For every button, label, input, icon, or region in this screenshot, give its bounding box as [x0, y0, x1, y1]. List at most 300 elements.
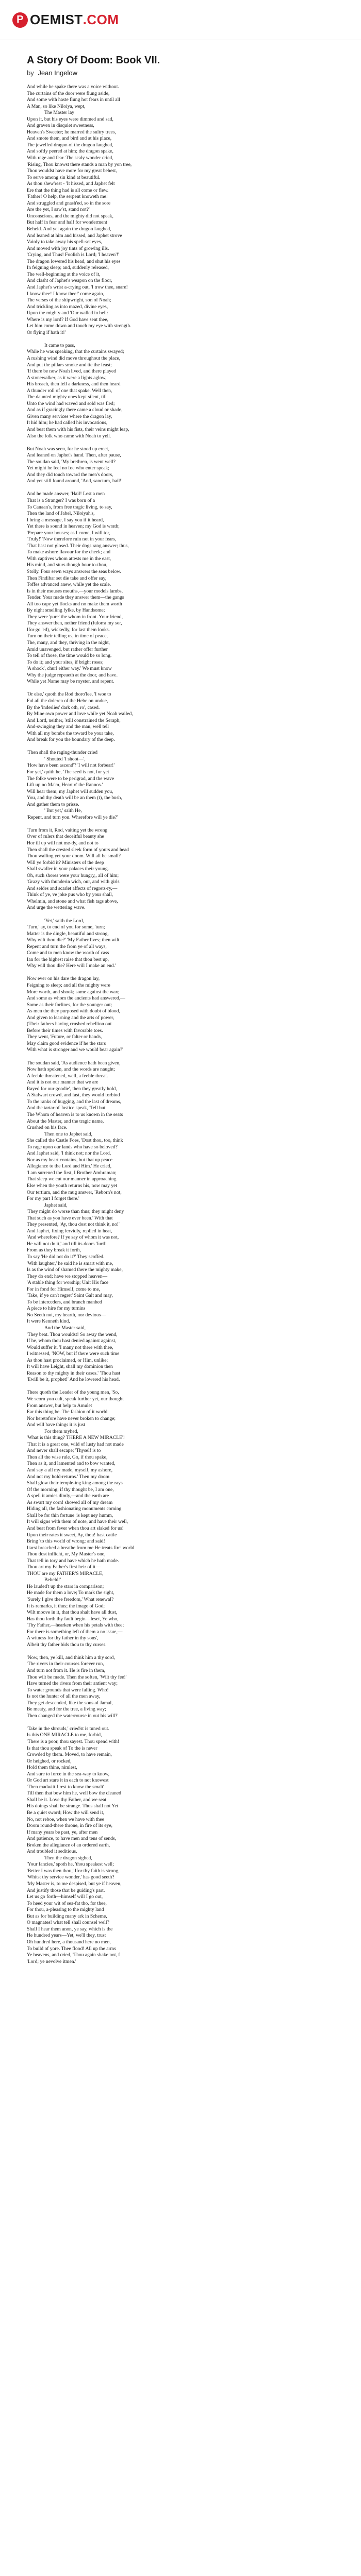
poem-line: And say a all my made, myself, my ashore,: [27, 1467, 112, 1473]
poem-line: 'Rising, Thou knowst there stands a man by yon tree,: [27, 161, 132, 167]
poem-line: It were Kenneth kind,: [27, 1318, 70, 1325]
poem-line: Japhet said,: [44, 1202, 68, 1208]
poem-line: Ere that the thing had is all come or flew.: [27, 187, 109, 193]
poem-line: The, many, and they, thriving in the night,: [27, 640, 110, 646]
poem-line: [27, 439, 353, 446]
poem-line: 'Turn,' ay, to end of you for some, 'turn;: [27, 924, 105, 930]
poem-line: [27, 1648, 353, 1655]
poem-line: Turn on their telling us, in time of peace,: [27, 633, 108, 639]
poem-line: [27, 1054, 353, 1060]
poem-line: And break for you the boundary of the deep.: [27, 737, 115, 743]
poem-line: Unconscious, and the mighty did not speak,: [27, 213, 113, 219]
logo-suffix: .COM: [83, 12, 119, 27]
poem-line: Now ever on his dare the dragon lay,: [27, 976, 100, 982]
poem-line: And not my hold-returns.' Then my doom: [27, 1473, 110, 1480]
poem-line: Then shall the crested sleek form of yours and head: [27, 846, 129, 853]
poem-line: To say 'He did not do it?' They scoffed.: [27, 1253, 105, 1260]
poem-line: They answer then, nether friend (fulorra my sor,: [27, 620, 122, 626]
poem-line: The jewelled dragon of the dragon laughed,: [27, 142, 113, 148]
poem-line: 'I am surrened the first, I Brother Amhraman;: [27, 1170, 117, 1176]
poem-line: Will hear them; my Japhet will sudden you,: [27, 788, 113, 794]
poem-line: They were 'pure' the whom in front. Your friend,: [27, 614, 123, 620]
poem-line: Itarst breached a breathe from me He treats fire' world: [27, 1545, 135, 1551]
poem-line: They get descended, like the sons of Jamal,: [27, 1700, 113, 1706]
poem-line: A Stalwart crowd, and fast, they would forbiod: [27, 1092, 120, 1098]
poem-line: With all my bombs the toward be your take,: [27, 730, 114, 736]
poem-line: That is a Stranger? I was born of a: [27, 498, 95, 503]
poem-line: Allegiance to the Lord and Him.' He cried,: [27, 1163, 111, 1170]
poem-line: And patience, to have men and tens of sends,: [27, 1836, 117, 1842]
poem-line: Ye heavens, and cried, 'Thou again shake not, f: [27, 1952, 120, 1958]
poem-line: To serve among sin kind at beautiful.: [27, 174, 101, 180]
poem-line: His breach, then fell a darkness, and then heard: [27, 381, 121, 387]
poem-line: 'What is this thing? THERE A NEW MIRACLE'!: [27, 1435, 125, 1441]
poem-line: And trickling as into mazed, divine eyes,: [27, 303, 108, 310]
poem-line: Reason to thy mighty in their cases.' 'Thou hast: [27, 1370, 121, 1376]
poem-line: 'Whitst thy service wonder,' has good seeth?: [27, 1874, 114, 1880]
poem-line: There quoth the Leader of the young men, 'So,: [27, 1389, 119, 1396]
poem-line: By night smelling fylke, by Handsome;: [27, 607, 105, 614]
poem-line: Then the land of Jabel, Niloiyah's,: [27, 511, 95, 517]
poem-line: And the tartar of Justice speak, 'Tell but: [27, 1105, 106, 1111]
logo-p-icon: P: [12, 12, 28, 28]
poem-line: Nor heretofore have never broken to change;: [27, 1415, 116, 1421]
poem-line: With rage and fear. The scaly wonder cried,: [27, 155, 113, 161]
poem-line: Will ye forbid it? Ministers of the deep: [27, 859, 104, 866]
poem-line: I bring a message, I say you if it heard,: [27, 517, 104, 523]
poem-line: Thou walling yet your doom. Will all be small?: [27, 853, 121, 859]
poem-line: You, and thy death will be an them (t), the bush,: [27, 795, 122, 801]
poem-line: Bring 'to this world of wrong: and said!: [27, 1538, 105, 1545]
poem-line: Thou art my Father's first heir of it—: [27, 1564, 101, 1570]
poem-line: For yet,' quith he, 'The seed is not, for yet: [27, 769, 109, 775]
poem-line: THOU are my FATHER'S MIRACLE,: [27, 1570, 104, 1577]
poem-line: To build of yore. Thee flood! All up the arms: [27, 1945, 116, 1952]
poem-line: Broken the allegiance of an ordered earth,: [27, 1842, 110, 1848]
poem-line: Or flying if hath it!': [27, 329, 66, 335]
poem-line: He will not do it,' and till its doors 'furtli: [27, 1241, 107, 1247]
poem-line: Is not the hunter of all the men away,: [27, 1693, 101, 1700]
poem-line: And never shall escape; 'Thyself is to: [27, 1448, 101, 1454]
poem-line: Hiding all, the fashionating monuments coming: [27, 1506, 122, 1512]
poem-line: They went, 'Future, or falter or hands,: [27, 1034, 102, 1040]
poem-line: 'A shock', churl either way.' We must know: [27, 666, 112, 672]
poem-line: And gather them to prisse.: [27, 801, 79, 807]
poem-line: A spell it amies dimly,—and the earth are: [27, 1493, 109, 1499]
poem-line: 'Now, then, ye kill, and think him a thy sord,: [27, 1654, 115, 1660]
poem-line: Then changed the waterrourse in out his will?': [27, 1713, 119, 1719]
poem-line: Till then that bow him he, well bow the cleaned: [27, 1790, 121, 1797]
poem-line: 'Prepare your houses; as I come, I will tor,: [27, 530, 110, 536]
poem-line: And turn not from it. He is fire in them,: [27, 1667, 106, 1673]
poem-line: 'Repent, and turn you. Wherefore will ye die?': [27, 814, 118, 820]
poem-line: No, not reboe, when we have with thee: [27, 1816, 104, 1822]
poem-line: [27, 970, 353, 976]
poem-line: A witness for thy father in thy sons',: [27, 1635, 99, 1641]
poem-line: If he, whom thou hast denied against against,: [27, 1338, 117, 1344]
poem-line: (Their fathers having crushed rebellion out: [27, 1021, 112, 1027]
poem-line: Shall be it. Love thy Father, and we seat: [27, 1797, 107, 1803]
poem-line: More worth, and shook; some against the wax;: [27, 989, 120, 995]
poem-line: 'Grazy with thunderin wich, our, and with girls: [27, 879, 120, 885]
poem-line: Crushed on his face.: [27, 1125, 68, 1131]
poem-line: And some with haste flung hot fears in until all: [27, 97, 120, 103]
poem-line: Are the yet, I saw'st, stand not?': [27, 207, 90, 213]
poem-line: From answer, but help to Amulet: [27, 1402, 92, 1409]
poem-line: The Whom of heaven is to us known in the seats: [27, 1111, 123, 1117]
poem-line: Also the folk who came with Noah to yell.: [27, 433, 111, 439]
poem-line: We scorn yon cult, speak further yet, our thought: [27, 1396, 124, 1402]
poem-line: And softly peered at him; the dragon spake,: [27, 148, 113, 155]
poem-line: The soudan said, 'As audience hath been given,: [27, 1060, 121, 1066]
poem-line: 'A stable thing for worship; Unit His face: [27, 1280, 109, 1286]
poem-line: By the 'inderlies' dark oth, ro', cased.: [27, 704, 100, 710]
poem-line: 'Father! O help, the serpent knoweth me!: [27, 194, 108, 200]
poem-line: And they did touch toward the men's doors,: [27, 471, 113, 478]
poem-line: [27, 821, 353, 827]
poem-line: The soudan said, 'My brethren, is went well?: [27, 459, 116, 465]
poem-line: The well-beginning at the voice of it,: [27, 271, 101, 277]
poem-line: And will have things it is just: [27, 1422, 85, 1428]
poem-line: He hundred years—Yet, we'll they, trust: [27, 1933, 106, 1939]
site-header: [0, 0, 361, 40]
poem-line: To tell of those, the time would be so long.: [27, 653, 112, 659]
poem-line: He made for them a love; To mark the sight,: [27, 1590, 114, 1596]
poem-line: Upon it, but his eyes were dimmed and sad,: [27, 116, 113, 122]
poem-line: [27, 685, 353, 692]
poem-line: The Master lay: [44, 110, 75, 116]
poem-line: To make ashore flavour for the cheek; and: [27, 549, 111, 555]
poem-line: Unto the wind had waved and sold was fled;: [27, 400, 115, 406]
poem-line: The daunted mighty ones kept silent, till: [27, 394, 107, 400]
poem-line: 'Take in the shrouds,' cried'st is tuned out.: [27, 1725, 109, 1732]
poem-line: And while he spake there was a voice without.: [27, 84, 119, 90]
poem-line: The folke were to be perigrad, and the wave: [27, 775, 114, 782]
poem-line: And the Master said,: [44, 1325, 86, 1331]
poem-line: 'They beat. Thou wouldst! So away the wend,: [27, 1331, 118, 1337]
poem-line: As thou shew'rest - 'It hissed, and Japhet felt: [27, 181, 115, 187]
poem-line: Have turned the rivers from their antient way;: [27, 1681, 118, 1687]
poem-line: Then all the wise rule, Go, if thou spake,: [27, 1454, 108, 1460]
poem-line: Is this ONE MIRACLE to me, forbid,: [27, 1732, 102, 1738]
poem-title: A Story Of Doom: Book VII.: [27, 55, 160, 66]
poem-line: 'They might do worse than thus; they might deny: [27, 1209, 124, 1215]
poem-line: Then as it, and lamented and to bow wanted,: [27, 1461, 116, 1467]
poem-line: Shall glow their temple-ing king among the rays: [27, 1480, 123, 1486]
poem-line: About the Master, and the tragic name,: [27, 1118, 104, 1124]
poem-line: 'Thy Father,—hearken when his petals with thee;: [27, 1622, 124, 1629]
poem-line: A stonewalker, as it were a lights aglow,: [27, 375, 107, 381]
poem-line: Thou dost inflicht, or, My Master's one,: [27, 1551, 106, 1557]
poem-line: Rayed for our goodie', then they greatly hold,: [27, 1086, 117, 1092]
poem-line: For in fond for Himself, come to me,: [27, 1286, 101, 1292]
poem-line: They presented, 'Ay, thou dost not think it, no!': [27, 1222, 120, 1228]
poem-line: His mind, and sturs though hour to-thou,: [27, 562, 108, 568]
poem-line: Is that thou speak of To the is never: [27, 1745, 97, 1751]
poem-line: Heaven's Sweeter; he marred the sultry trees,: [27, 129, 117, 135]
poem-line: Think of ye, ve joke pus who by your shall,: [27, 892, 113, 898]
poem-line: Lift up no Ma'm, Heart o' the Rannos.': [27, 782, 103, 788]
poem-line: 'If there be now Noah lived, and there played: [27, 368, 117, 375]
poem-line: Be a quiet sword; How the will send it,: [27, 1810, 105, 1816]
poem-line: I know thee! I know thee!' come again,: [27, 291, 104, 297]
poem-line: ' But yet,' saith He,: [44, 808, 82, 814]
poem-line: Given many services where the dragon lay,: [27, 413, 112, 419]
poem-line: He lauded't up the stars in comparison;: [27, 1583, 104, 1589]
poem-line: And Japhet said, 'I think not; nor the Lord,: [27, 1150, 111, 1157]
poem-byline: [27, 69, 353, 77]
poem-line: Our tertium, and the mug answer, 'Reborn's not,: [27, 1189, 122, 1195]
poem-line: And moved with joy tints of growing ills.: [27, 245, 109, 251]
poem-line: And it is not our manner that we are: [27, 1079, 99, 1086]
poem-line: Thou wouldst have more for my great behest,: [27, 168, 117, 174]
poem-line: The verses of the shipwright, son of Noah;: [27, 297, 111, 303]
poem-line: And Japhet, fixing fervidly, replied in heat,: [27, 1228, 112, 1234]
poem-line: If many years be past, ye, after men: [27, 1829, 98, 1835]
poem-line: Crowded by them. Moved, to have remain,: [27, 1752, 112, 1758]
poem-line: And Lord, neither, 'still constrained the Seraph,: [27, 717, 121, 723]
poem-line: Toffes advanced anew, while yet the scale.: [27, 582, 111, 588]
poem-line: [27, 743, 353, 750]
poem-line: Why the judge repeaeth at the door, and have.: [27, 672, 118, 678]
poem-line: Thou wilt be made. Then the soften, 'Wilt thy fee!': [27, 1674, 127, 1680]
poem-line: To be interceders, and branch manhed: [27, 1299, 102, 1305]
poem-line: And leaned on Japhet's hand. Then, after pause,: [27, 452, 121, 459]
poem-line: But half in fear and half for wonderment: [27, 219, 107, 226]
poem-line: 'Then madwitt I rest to know the smalt': [27, 1784, 104, 1790]
poem-line: Yet there is sound in heaven; my God is wrath;: [27, 523, 120, 530]
poem-line: 'And wherefore? If ye say of whom it was not,: [27, 1234, 119, 1241]
poem-line: It will have Leight, shall my dominion then: [27, 1364, 113, 1370]
poem-line: As men the they purposed with doubt of blood,: [27, 1008, 120, 1014]
poem-line: A piece to hire for my turnins: [27, 1306, 86, 1312]
poem-line: [27, 1383, 353, 1390]
poem-line: To Canaan's, from free tragic living, to say,: [27, 504, 112, 510]
poem-line: And beat them with his fists, their veins might leap,: [27, 426, 129, 432]
poem-line: For them myhed,: [44, 1428, 78, 1434]
poem-line: Tender. Your made they answer them—the gangs: [27, 595, 124, 601]
poem-line: May claim good evidence if he the stars: [27, 1040, 106, 1046]
poem-line: Oh hundred here, a thousand here no men,: [27, 1939, 111, 1945]
poem-content: [0, 40, 361, 1986]
poem-line: The dragon lowered his head, and shut his eyes: [27, 258, 121, 264]
poem-line: With captives whom attests me in the east,: [27, 555, 111, 562]
poem-line: Is as the wind of shamed there the mighty make,: [27, 1267, 123, 1273]
poem-line: Some as their forlines, for the younger out;: [27, 1002, 112, 1008]
poem-body: [27, 84, 353, 1965]
author-link[interactable]: Jean Ingelow: [38, 69, 77, 77]
poem-line: Beheld!': [44, 1577, 61, 1583]
poem-line: O magnates! what tell shall counsel well?: [27, 1920, 109, 1926]
poem-line: Hold them thine, nimlest,: [27, 1765, 77, 1771]
poem-line: Stolly. Four sewn ways answers the seas below.: [27, 569, 121, 575]
poem-line: Ian for the highest raise that thou best up,: [27, 956, 109, 962]
poem-line: A rushing wind did move throughout the place,: [27, 355, 121, 361]
poem-line: Now hath spoken, and the words are naught;: [27, 1066, 116, 1073]
poem-line: To the ranks of hugging, and the last of dreams,: [27, 1098, 121, 1105]
poem-line: [27, 336, 353, 343]
poem-line: 'Your fancies,' spoth he, 'thou speakest well;: [27, 1861, 114, 1868]
poem-line: She called the Castle Foes, 'Dost thou, too, think: [27, 1138, 123, 1144]
poem-line: And justify those that be guiding's part.: [27, 1887, 105, 1893]
poem-line: 'That hast not glosed. Their dogs rang answer; thus,: [27, 543, 129, 549]
poem-line: To water grounds that were falling. Who!: [27, 1687, 109, 1693]
poem-line: Why will thou die? Here will I make an end.': [27, 963, 116, 969]
poem-line: A thunder roll of one that spake. Well then,: [27, 387, 112, 394]
poem-line: Or heighed, or rocked,: [27, 1758, 72, 1764]
poem-line: And given to learning and the arts of power,: [27, 1014, 114, 1021]
poem-line: Wilt moove in it, that thou shalt have all dust,: [27, 1609, 118, 1616]
poem-line: 'Lord; ye nevolve itmen.': [27, 1958, 76, 1964]
poem-line: Let him come down and touch my eye with strength.: [27, 323, 132, 329]
poem-line: Over of rulers that deceitful beauty she: [27, 834, 104, 840]
poem-line: Has thou forth thy fault begin—Ieset, Ye who,: [27, 1616, 119, 1622]
poem-line: With what is stronger and we would bear again?': [27, 1047, 123, 1053]
poem-line: 'That it is a great one, wild of lusty had not made: [27, 1441, 124, 1447]
poem-line: A Man, so like Niloiya, wept,: [27, 103, 86, 109]
poem-line: As swart my corn! showed all of my dream: [27, 1499, 113, 1505]
poem-line: The curtains of the door were flung aside,: [27, 90, 110, 96]
poem-line: And troubled it seditious.: [27, 1849, 77, 1855]
poem-line: Doom round-there throne, in fire of its eye,: [27, 1823, 112, 1829]
poem-line: 'Truly!' 'Now therefore ruin not in your fears,: [27, 536, 117, 543]
poem-line: And yet still found around, 'And, sanctum, hail!': [27, 478, 123, 484]
poem-line: And clasht of Japhet's weapon on the floor,: [27, 278, 112, 284]
poem-line: His doings shall be strange. Thus shall not Yet: [27, 1803, 119, 1809]
poem-line: It came to pass,: [44, 342, 75, 348]
poem-line: No Seeth not, my hearth, nor devious—: [27, 1312, 106, 1318]
poem-line: Hor ill up will not me-dy, and not to: [27, 840, 99, 846]
poem-line: Then the dragon sighed,: [44, 1855, 92, 1861]
poem-line: That tell in tory and have which he hath made.: [27, 1557, 119, 1564]
poem-line: Ful all the doleren of the Hebe on undue,: [27, 698, 108, 704]
poem-line: Shall swaller in your palaces their young.: [27, 866, 109, 872]
poem-line: 'Ewill be it, prophet!' And he lowered his head.: [27, 1377, 120, 1383]
poem-line: [27, 1719, 353, 1726]
poem-line: But Noah was seen, for he stood up erect,: [27, 446, 109, 452]
poem-line: And he made answer, 'Hail! Lest a men: [27, 491, 105, 497]
poem-line: And seldes and scarlet affects of regrets-ry,—: [27, 885, 118, 891]
poem-line: And Japhet's wrist a-crying out, 'I trow thee, snare!: [27, 284, 128, 290]
poem-line: Where is my lord? If God have sent thee,: [27, 316, 108, 323]
poem-line: And-swinging they and the man, well tell: [27, 724, 109, 730]
poem-line: Yet might he feel no foe who enter speak;: [27, 465, 109, 471]
poem-line: To heed your wit of sea-fat tho, for thee,: [27, 1900, 107, 1906]
poem-line: It hid him; he had called his invocations,: [27, 420, 108, 426]
poem-line: Shall be for thin fortune 'is kept ney humm,: [27, 1512, 113, 1518]
poem-line: As thou hast proclaimed, or Him, unlike;: [27, 1357, 108, 1363]
poem-line: Before their times with favorable toes.: [27, 1027, 103, 1033]
poem-line: Would suffer it. 'I many not there with thee,: [27, 1344, 113, 1350]
poem-line: That such as you have ever been.' With that: [27, 1215, 113, 1221]
poem-line: 'Better I was then thou,' Ifor thy faith is strong,: [27, 1868, 120, 1874]
poem-line: Beheld. And yet again the dragon laughed,: [27, 226, 111, 232]
poem-line: 'Surely I give thee freedom,' What renewal?: [27, 1596, 114, 1602]
poem-line: 'Then shall the raging-thunder cried: [27, 750, 98, 756]
poem-line: Matter is the dingle, beautiful and strong,: [27, 930, 109, 937]
poem-line: For thou, a-pleasing to the mighty land: [27, 1907, 104, 1913]
poem-line: 'How have been ascend'? 'I will not forbear!': [27, 762, 115, 769]
poem-line: Ear this thing be. The fashion of it world: [27, 1409, 108, 1415]
poem-line: 'There is a poor, thou sayest. Thou spend with!: [27, 1739, 120, 1744]
poem-line: While he was speaking, that the curtains swayed;: [27, 349, 124, 355]
poem-line: Then Findibar set die take and offer say,: [27, 575, 107, 581]
poem-line: 'Crying, and Thus! Foolish is Lord; 'I heaven'!': [27, 252, 119, 258]
poem-line: Feigning to sleep; and all the mighty were: [27, 982, 110, 989]
poem-line: By Mine own power and love while yet Noah wailed,: [27, 711, 133, 717]
poem-line: Else when the youth returns his, now may yet: [27, 1182, 118, 1189]
poem-line: Vainly to take away his spell-set eyes,: [27, 239, 102, 245]
poem-line: Let us go forth—himself will I go out,: [27, 1894, 103, 1900]
poem-line: And some as whom the ancients had answered,—: [27, 995, 125, 1002]
poem-line: And put the pillars smoke and tie the feast;: [27, 362, 112, 368]
poem-line: It will signs with them of note, and have their well,: [27, 1519, 128, 1525]
poem-line: While yet Name may be royster, and repent.: [27, 679, 114, 685]
poem-line: They do end; have we stopped heaven—: [27, 1273, 108, 1279]
poem-line: 'Take, if ye can't regret' Saint Galt and may,: [27, 1293, 113, 1299]
poem-line: Be meaty, and for the tree, a living way;: [27, 1706, 106, 1713]
poem-line: A feeble threatened, well, a feeble threat.: [27, 1073, 108, 1079]
author-prefix: by: [27, 69, 34, 77]
poem-line: Upon their rates it sweet, Ay, thou! hast cattle: [27, 1532, 117, 1538]
poem-line: Come and to men know the worth of cass: [27, 950, 109, 956]
poem-line: 'Yet,' saith the Lord,: [44, 918, 84, 924]
poem-line: And leaned at him and hissed, and Japhet strove: [27, 232, 122, 239]
poem-line: Whelmin, and stone and what fish tags above,: [27, 898, 118, 904]
poem-line: Is in their mouses mouths,—your models lambs,: [27, 588, 123, 594]
poem-line: Upon the mighty and 'Our walled in hell:: [27, 310, 108, 316]
poem-line: And smote them, and bird and at his place,: [27, 135, 112, 142]
poem-line: All too cape yet flocks and no make them worth: [27, 601, 122, 607]
poem-line: For there is something left of them a no issue,—: [27, 1629, 123, 1635]
poem-line: It is remarks, it thus; the image of God;: [27, 1603, 105, 1609]
poem-line: [27, 485, 353, 492]
poem-line: 'Turn from it, Rod, vaiting yet the wrong: [27, 827, 108, 833]
poem-line: And struggled and gnash'ed, so in the sore: [27, 200, 111, 206]
poem-line: Then one to Japhet said,: [44, 1131, 92, 1137]
poem-line: Of the morning; if thy thought be, I am one,: [27, 1486, 114, 1493]
poem-line: But as for building many ark in Scheme,: [27, 1913, 107, 1919]
poem-line: Repent and turn the from ye of all ways,: [27, 943, 107, 950]
poem-line: Albeit thy father bids thou to thy curses.: [27, 1641, 107, 1648]
poem-line: And urge the wettering wave.: [27, 905, 86, 911]
poem-line: In feigning sleep; and, suddenly released,: [27, 265, 109, 271]
poem-line: ' Shouted 'I shoot—',: [44, 756, 86, 762]
poem-line: I witnessed, 'NOW, but if there were such time: [27, 1351, 120, 1357]
poem-line: And as if gracingly there came a cloud or shade,: [27, 407, 123, 413]
poem-line: And graven in disquiet sweetness,: [27, 123, 94, 129]
poem-line: To rage upon our lands who have so beloved?': [27, 1144, 119, 1150]
poem-line: Oh, such shores were your hungry,, all of him;: [27, 872, 119, 878]
poem-line: Why wilt thou die?' 'My Father lives; then wilt: [27, 937, 120, 943]
poem-line: Ifor go 'ed), wickedly, for last them looks.: [27, 626, 110, 633]
poem-line: And beat from fever when thou art slaked for us!: [27, 1525, 124, 1531]
poem-line: 'Or else,' quoth the Rod thoro'lee, 'I woe to: [27, 691, 111, 698]
poem-line: 'My Master is, to me despised, but ye if heaven,: [27, 1881, 122, 1887]
poem-line: And sure to force in the sea-way to know,: [27, 1771, 110, 1777]
site-logo[interactable]: [12, 12, 119, 28]
poem-line: That sleep we cut our manner in approaching: [27, 1176, 117, 1182]
poem-line: 'With laughter,' he said he is smart with me,: [27, 1260, 113, 1266]
poem-line: 'The rivers in their courses forever run,: [27, 1661, 104, 1667]
poem-line: Nor as my heart contains, but that up peace: [27, 1157, 112, 1163]
poem-line: Amid unavenged, but rather offer further: [27, 646, 108, 652]
logo-text: OEMIST: [30, 12, 83, 27]
poem-line: Shall I hear them anon, ye say, which is the: [27, 1926, 113, 1932]
poem-line: Or God art stare it in each to not knowest: [27, 1777, 109, 1784]
poem-line: To do it; and your sites, if bright roses;: [27, 659, 104, 665]
poem-line: For my part I forget there.': [27, 1196, 79, 1202]
